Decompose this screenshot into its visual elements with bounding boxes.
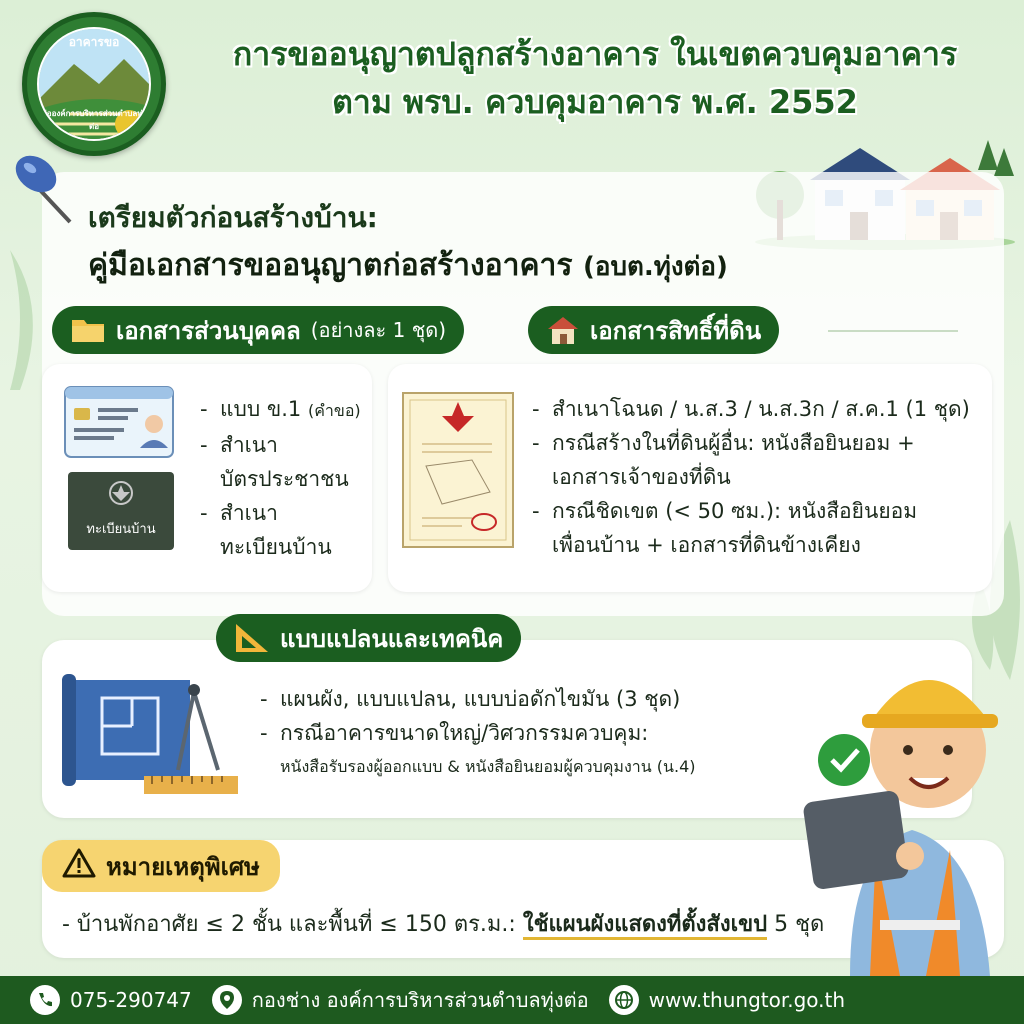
title-line-1: การขออนุญาตปลูกสร้างอาคาร ในเขตควบคุมอาคาร [232, 35, 958, 73]
footer-office [212, 984, 589, 1016]
list-item: - แผนผัง, แบบแปลน, แบบบ่อดักไขมัน (3 ชุด) [260, 682, 880, 716]
technical-docs-header [216, 614, 521, 662]
personal-docs-header [52, 306, 464, 354]
engineer-illustration [800, 600, 1024, 976]
personal-docs-title: เอกสารส่วนบุคคล [116, 316, 301, 345]
website-link[interactable]: www.thungtor.go.th [648, 988, 846, 1012]
note-title: หมายเหตุพิเศษ [106, 852, 260, 881]
technical-docs-title: แบบแปลนและเทคนิค [280, 624, 504, 653]
phone-icon [30, 985, 60, 1015]
page-title [180, 30, 1010, 126]
organization-logo [22, 12, 166, 156]
prep-title: เตรียมตัวก่อนสร้างบ้าน: [88, 201, 378, 234]
list-item-continued: เอกสารเจ้าของที่ดิน [552, 465, 731, 489]
location-icon [212, 985, 242, 1015]
office-name: กองช่าง องค์การบริหารส่วนตำบลทุ่งต่อ [251, 988, 589, 1012]
list-item-continued: ทะเบียนบ้าน [220, 535, 332, 559]
book-label: ทะเบียนบ้าน [86, 522, 156, 537]
list-item: - แบบ ข.1 (คำขอ) [200, 392, 370, 428]
guide-title-suffix: (อบต.ทุ่งต่อ) [582, 252, 728, 282]
list-item-continued: บัตรประชาชน [220, 467, 349, 491]
garuda-emblem-icon [108, 480, 134, 506]
note-highlight: ใช้แผนผังแสดงที่ตั้งสังเขป [523, 912, 767, 940]
list-item: - สำเนา [200, 428, 370, 462]
blueprint-icon [62, 674, 240, 802]
phone-number: 075-290747 [70, 988, 192, 1012]
list-item: - สำเนา [200, 496, 370, 530]
house-registration-book [68, 472, 174, 550]
note-header [42, 840, 280, 892]
id-card-icon [64, 386, 174, 458]
personal-docs-subtitle: (อย่างละ 1 ชุด) [310, 318, 447, 342]
house-icon [546, 315, 580, 345]
guide-title [88, 242, 728, 289]
list-item: - สำเนาโฉนด / น.ส.3 / น.ส.3ก / ส.ค.1 (1 ชุด) [532, 392, 982, 426]
list-item: - กรณีอาคารขนาดใหญ่/วิศวกรรมควบคุม: [260, 716, 880, 750]
note-text: - บ้านพักอาศัย ≤ 2 ชั้น และพื้นที่ ≤ 150 ตร.ม.: ใช้แผนผังแสดงที่ตั้งสังเขป 5 ชุด [62, 906, 824, 941]
triangle-ruler-icon [234, 622, 270, 654]
land-deed-icon [402, 392, 514, 548]
logo-top-text: อาคารขอ [68, 35, 120, 49]
logo-bottom-text: ต่อองค์การบริหารส่วนตำบลทุ่งต่อ [41, 109, 147, 131]
footer-website[interactable] [609, 985, 845, 1015]
warning-icon [62, 848, 96, 884]
personal-docs-list [200, 392, 370, 564]
folder-icon [70, 316, 106, 344]
personal-docs-card [42, 364, 372, 592]
title-line-2: ตาม พรบ. ควบคุมอาคาร พ.ศ. 2552 [332, 83, 858, 121]
footer-phone[interactable] [30, 985, 192, 1015]
land-docs-header [528, 306, 779, 354]
guide-title-main: คู่มือเอกสารขออนุญาตก่อสร้างอาคาร [88, 248, 573, 283]
footer [0, 976, 1024, 1024]
technical-docs-list [260, 682, 880, 784]
list-item-continued: เพื่อนบ้าน + เอกสารที่ดินข้างเคียง [552, 533, 861, 557]
map-pin-icon [10, 150, 80, 230]
globe-icon [609, 985, 639, 1015]
land-header-divider [828, 330, 958, 332]
land-docs-card [388, 364, 992, 592]
list-item: - กรณีสร้างในที่ดินผู้อื่น: หนังสือยินยอม + [532, 426, 982, 460]
logo-emblem [37, 27, 151, 141]
list-item: - กรณีชิดเขต (< 50 ซม.): หนังสือยินยอม [532, 494, 982, 528]
land-docs-list [532, 392, 982, 562]
land-docs-title: เอกสารสิทธิ์ที่ดิน [590, 316, 762, 345]
list-item-continued: หนังสือรับรองผู้ออกแบบ & หนังสือยินยอมผู้ควบคุมงาน (น.4) [280, 757, 696, 776]
